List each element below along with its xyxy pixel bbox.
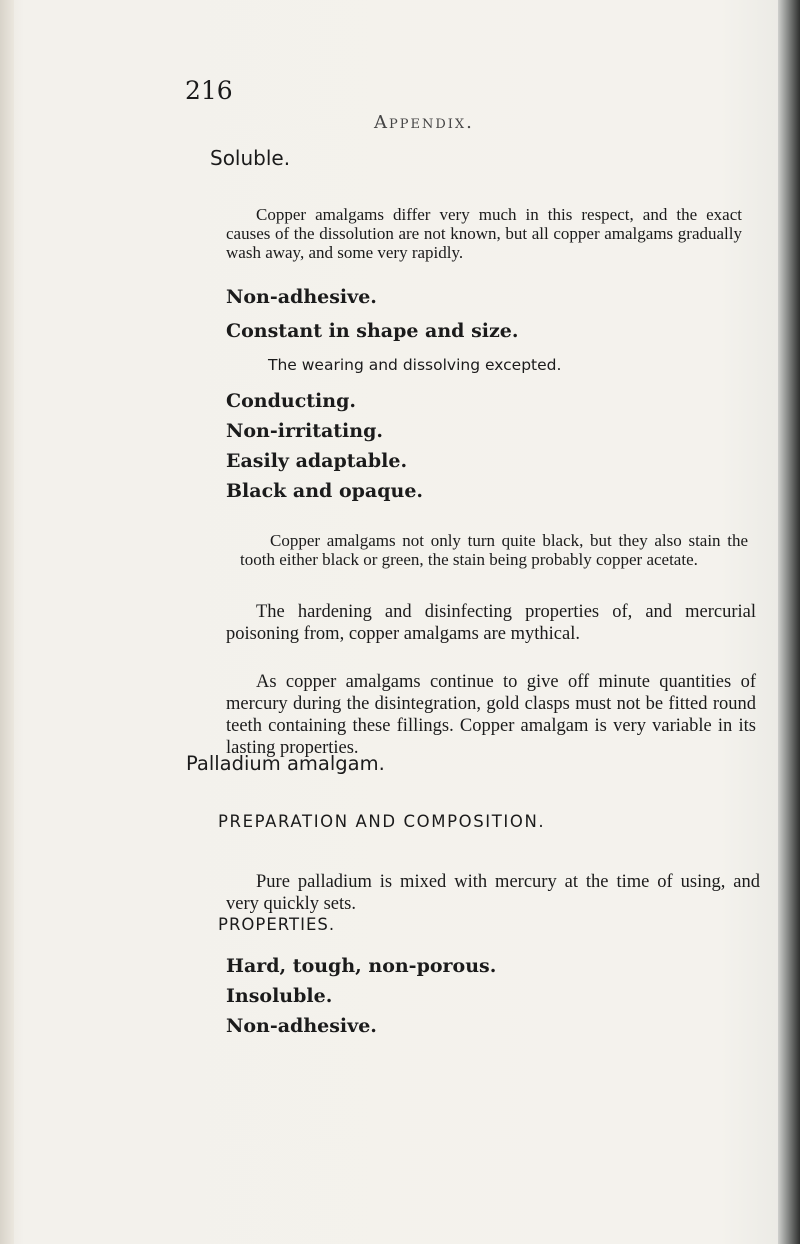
subheading-preparation: PREPARATION AND COMPOSITION. (218, 812, 546, 831)
property-non-irritating: Non-irritating. (226, 420, 383, 442)
page-number: 216 (185, 76, 233, 105)
property-constant-shape: Constant in shape and size. (226, 320, 519, 342)
property-easily-adaptable: Easily adaptable. (226, 450, 408, 472)
property-non-adhesive-palladium: Non-adhesive. (226, 1015, 377, 1037)
section-heading-soluble: Soluble. (210, 146, 291, 170)
clasps-paragraph: As copper amalgams continue to give off minute quantities of mercury during the disintegration, gold clasps must not be fitted round teeth containing these fillings. Copper amalgam is very variable in its lasting properties. (226, 671, 756, 758)
property-non-adhesive: Non-adhesive. (226, 286, 377, 308)
preparation-paragraph: Pure palladium is mixed with mercury at the time of using, and very quickly sets. (226, 871, 760, 914)
page-gutter-shadow (0, 0, 14, 1244)
page-edge-shadow (778, 0, 800, 1244)
section-heading-palladium: Palladium amalgam. (186, 752, 385, 775)
subheading-properties: PROPERTIES. (218, 915, 336, 934)
property-black-opaque: Black and opaque. (226, 480, 424, 502)
black-note-paragraph: Copper amalgams not only turn quite black, but they also stain the tooth either black or green, the stain being probably copper acetate. (240, 531, 748, 569)
property-insoluble: Insoluble. (226, 985, 333, 1007)
shape-note: The wearing and dissolving excepted. (268, 356, 562, 374)
soluble-paragraph: Copper amalgams differ very much in this respect, and the exact causes of the dissolution are not known, but all copper amalgams gradually wash away, and some very rapidly. (226, 205, 742, 262)
hardening-paragraph: The hardening and disinfecting properties of, and mercurial poisoning from, copper amalgams are mythical. (226, 601, 756, 644)
property-hard-tough: Hard, tough, non-porous. (226, 955, 497, 977)
property-conducting: Conducting. (226, 390, 356, 412)
running-head: Appendix. (374, 112, 474, 133)
